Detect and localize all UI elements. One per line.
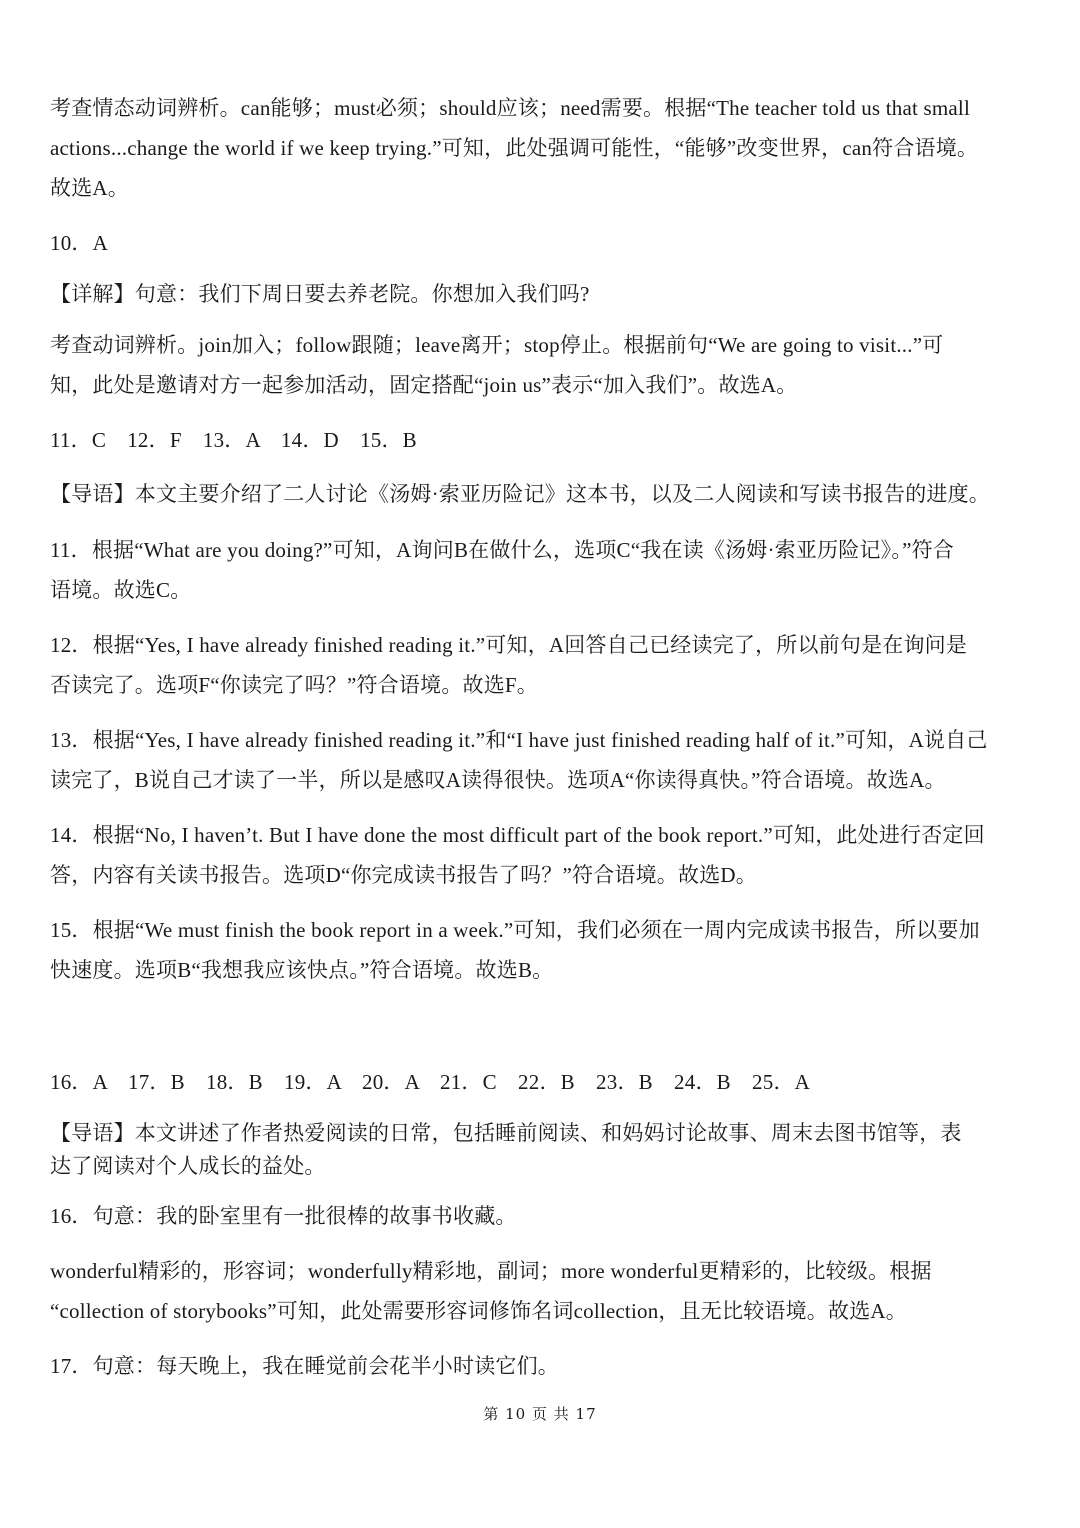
- text-line: 12．根据“Yes, I have already finished reading it.”可知，A回答自己已经读完了，所以前句是在询问是: [50, 633, 968, 657]
- text-line: 否读完了。选项F“你读完了吗？”符合语境。故选F。: [50, 673, 538, 697]
- text-line: 故选A。: [50, 176, 129, 200]
- text-line: wonderful精彩的，形容词；wonderfully精彩地，副词；more wonderful更精彩的，比较级。根据: [50, 1259, 932, 1283]
- text-line: 考查动词辨析。join加入；follow跟随；leave离开；stop停止。根据前句“We are going to visit...”可: [50, 333, 944, 357]
- text-line: 11．根据“What are you doing?”可知，A询问B在做什么，选项C“我在读《汤姆·索亚历险记》。”符合: [50, 538, 954, 562]
- answer-line: 11．C 12．F 13．A 14．D 15．B: [50, 428, 417, 452]
- text-line: 答，内容有关读书报告。选项D“你完成读书报告了吗？”符合语境。故选D。: [50, 863, 757, 887]
- text-line: 13．根据“Yes, I have already finished reading it.”和“I have just finished reading half of it.”可知，A说自己: [50, 728, 988, 752]
- text-line: 【导语】本文讲述了作者热爱阅读的日常，包括睡前阅读、和妈妈讨论故事、周末去图书馆等，表: [50, 1121, 962, 1145]
- text-line: 知，此处是邀请对方一起参加活动，固定搭配“join us”表示“加入我们”。故选A。: [50, 373, 798, 397]
- text-line: 快速度。选项B“我想我应该快点。”符合语境。故选B。: [50, 958, 554, 982]
- text-line: 16．句意：我的卧室里有一批很棒的故事书收藏。: [50, 1204, 517, 1228]
- answer-line: 10．A: [50, 231, 108, 255]
- text-line: “collection of storybooks”可知，此处需要形容词修饰名词collection，且无比较语境。故选A。: [50, 1299, 907, 1323]
- text-line: 语境。故选C。: [50, 578, 192, 602]
- text-line: 14．根据“No, I haven’t. But I have done the most difficult part of the book report.”可知，此处进行否定回: [50, 823, 985, 847]
- text-line: 17．句意：每天晚上，我在睡觉前会花半小时读它们。: [50, 1354, 559, 1378]
- text-line: 【详解】句意：我们下周日要去养老院。你想加入我们吗?: [50, 282, 590, 306]
- text-line: 【导语】本文主要介绍了二人讨论《汤姆·索亚历险记》这本书，以及二人阅读和写读书报告的进度。: [50, 482, 990, 506]
- text-line: 达了阅读对个人成长的益处。: [50, 1154, 326, 1178]
- answer-line: 16．A 17．B 18．B 19．A 20．A 21．C 22．B 23．B 24．B 25．A: [50, 1070, 811, 1094]
- page-number-footer: 第 10 页 共 17: [483, 1405, 597, 1423]
- text-line: actions...change the world if we keep trying.”可知，此处强调可能性，“能够”改变世界，can符合语境。: [50, 136, 979, 160]
- text-line: 读完了，B说自己才读了一半，所以是感叹A读得很快。选项A“你读得真快。”符合语境。故选A。: [50, 768, 946, 792]
- text-line: 考查情态动词辨析。can能够；must必须；should应该；need需要。根据“The teacher told us that small: [50, 96, 970, 120]
- text-line: 15．根据“We must finish the book report in a week.”可知，我们必须在一周内完成读书报告，所以要加: [50, 918, 980, 942]
